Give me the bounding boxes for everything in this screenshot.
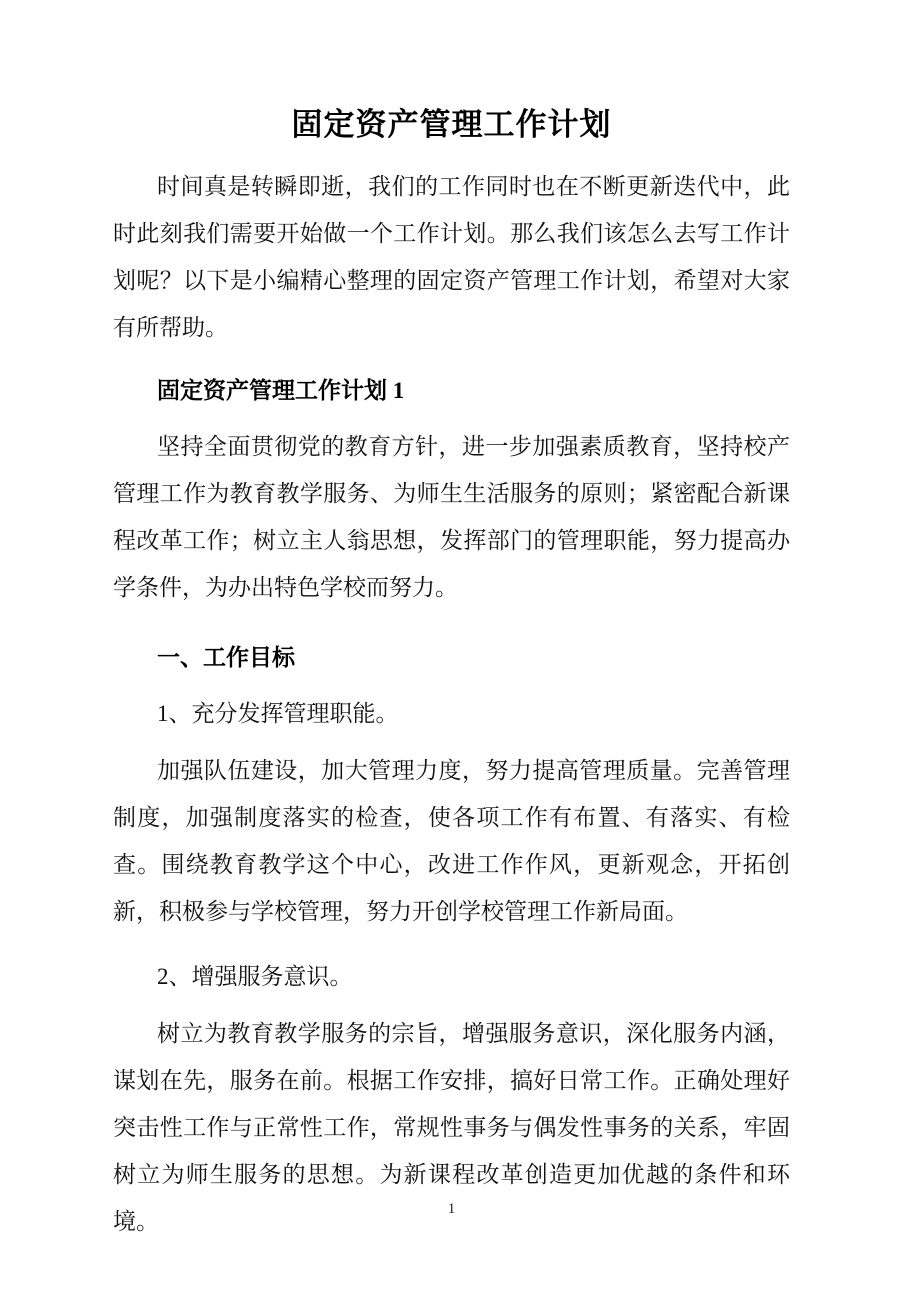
section-1-heading: 固定资产管理工作计划 1 (157, 378, 405, 403)
work-goals-heading: 一、工作目标 (157, 645, 295, 670)
goal-1-body-paragraph: 加强队伍建设，加大管理力度，努力提高管理质量。完善管理制度，加强制度落实的检查，使各项工作有布置、有落实、有检查。围绕教育教学这个中心，改进工作作风，更新观念，开拓创新，积极参与学校管理，努力开创学校管理工作新局面。 (113, 758, 790, 924)
page-number: 1 (447, 1201, 456, 1217)
goal-2-body-paragraph: 树立为教育教学服务的宗旨，增强服务意识，深化服务内涵，谋划在先，服务在前。根据工作安排，搞好日常工作。正确处理好突击性工作与正常性工作，常规性事务与偶发性事务的关系，牢固树立为师生服务的思想。为新课程改革创造更加优越的条件和环境。 (113, 1021, 790, 1234)
goal-1-title: 1、充分发挥管理职能。 (157, 701, 399, 726)
document-title-text: 固定资产管理工作计划 (291, 107, 612, 143)
section-1-intro-paragraph: 坚持全面贯彻党的教育方针，进一步加强素质教育，坚持校产管理工作为教育教学服务、为师生生活服务的原则；紧密配合新课程改革工作；树立主人翁思想，发挥部门的管理职能，努力提高办学条件，为办出特色学校而努力。 (113, 434, 790, 600)
goal-2-title: 2、增强服务意识。 (157, 964, 353, 989)
intro-paragraph: 时间真是转瞬即逝，我们的工作同时也在不断更新迭代中，此时此刻我们需要开始做一个工作计划。那么我们该怎么去写工作计划呢？以下是小编精心整理的固定资产管理工作计划，希望对大家有所帮助。 (113, 174, 790, 340)
document-title (113, 106, 790, 144)
